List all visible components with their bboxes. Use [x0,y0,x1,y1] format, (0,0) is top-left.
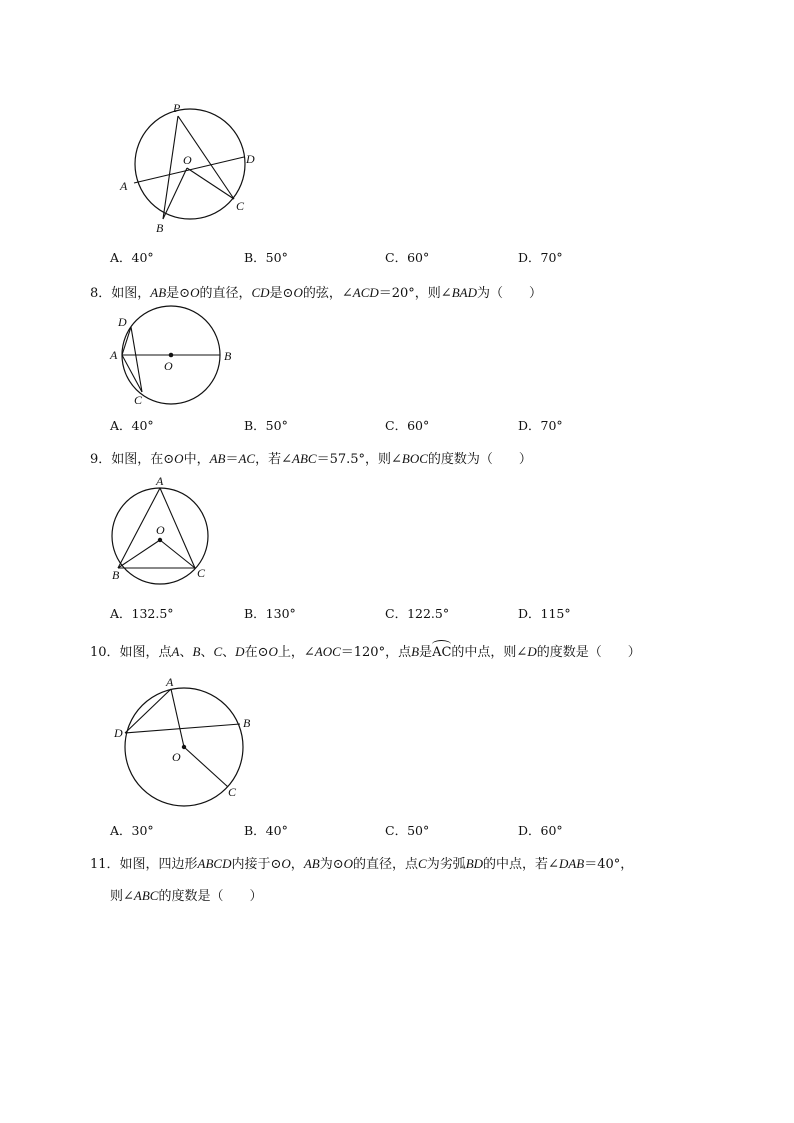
center-point [169,353,174,358]
q9-option-c[interactable]: C．122.5° [385,606,450,621]
q11-stem-line2: 则∠ABC的度数是（ ） [110,888,263,904]
q7-options [110,248,630,266]
q10-stem: 10．如图，点A、B、C、D在⊙O上，∠AOC＝120°，点B是AC的中点，则∠D的度数是（ ） [90,644,641,660]
q10-option-d[interactable]: D．60° [518,823,563,838]
q8-options [110,416,630,434]
label-o: O [183,153,192,167]
label-p: P [173,101,181,115]
q7-option-a[interactable]: A．40° [110,250,154,265]
label-d: D [118,315,127,329]
center-point [182,745,186,749]
label-d: D [114,726,123,740]
q7-option-c[interactable]: C．60° [385,250,430,265]
label-o: O [172,750,181,764]
label-b: B [156,221,164,235]
segment-AO [171,689,184,747]
label-o: O [164,359,173,373]
q8-option-c[interactable]: C．60° [385,418,430,433]
label-a: A [120,179,128,193]
q10-option-a[interactable]: A．30° [110,823,154,838]
q7-option-b[interactable]: B．50° [244,250,288,265]
q9-option-d[interactable]: D．115° [518,606,571,621]
segment-OC [184,747,228,787]
label-c: C [228,785,237,799]
q10-option-b[interactable]: B．40° [244,823,288,838]
label-a: A [166,675,174,689]
q7-option-d[interactable]: D．70° [518,250,563,265]
segment-DA [125,689,171,733]
label-b: B [112,568,120,582]
q8-option-d[interactable]: D．70° [518,418,563,433]
label-o: O [156,523,165,537]
segment-OC [160,540,195,568]
q9-stem: 9．如图，在⊙O中，AB＝AC，若∠ABC＝57.5°，则∠BOC的度数为（ ） [90,451,532,467]
q8-option-a[interactable]: A．40° [110,418,154,433]
figure-q7 [110,96,270,241]
label-c: C [197,566,206,580]
segment-OC [187,168,234,199]
q9-option-b[interactable]: B．130° [244,606,296,621]
arc-ac: AC [432,645,452,660]
label-b: B [224,349,232,363]
q9-option-a[interactable]: A．132.5° [110,606,174,621]
q11-stem-line1: 11．如图，四边形ABCD内接于⊙O，AB为⊙O的直径，点C为劣弧BD的中点，若∠DAB＝40°， [90,856,634,872]
center-point [158,538,162,542]
q10-option-c[interactable]: C．50° [385,823,430,838]
segment-AC [160,488,195,568]
label-c: C [134,393,143,407]
label-b: B [243,716,251,730]
q10-options [110,821,630,839]
segment-OB [118,540,160,568]
q8-option-b[interactable]: B．50° [244,418,288,433]
segment-AB [118,488,160,568]
q9-options [110,604,630,622]
label-a: A [110,348,118,362]
figure-q10 [110,674,260,806]
q8-stem: 8．如图，AB是⊙O的直径，CD是⊙O的弦，∠ACD＝20°，则∠BAD为（ ） [90,285,542,301]
figure-q8 [104,302,244,410]
segment-DA [122,327,131,355]
segment-DB [125,724,240,733]
label-d: D [246,152,255,166]
label-a: A [156,474,164,488]
label-c: C [236,199,245,213]
figure-q9 [104,472,228,584]
